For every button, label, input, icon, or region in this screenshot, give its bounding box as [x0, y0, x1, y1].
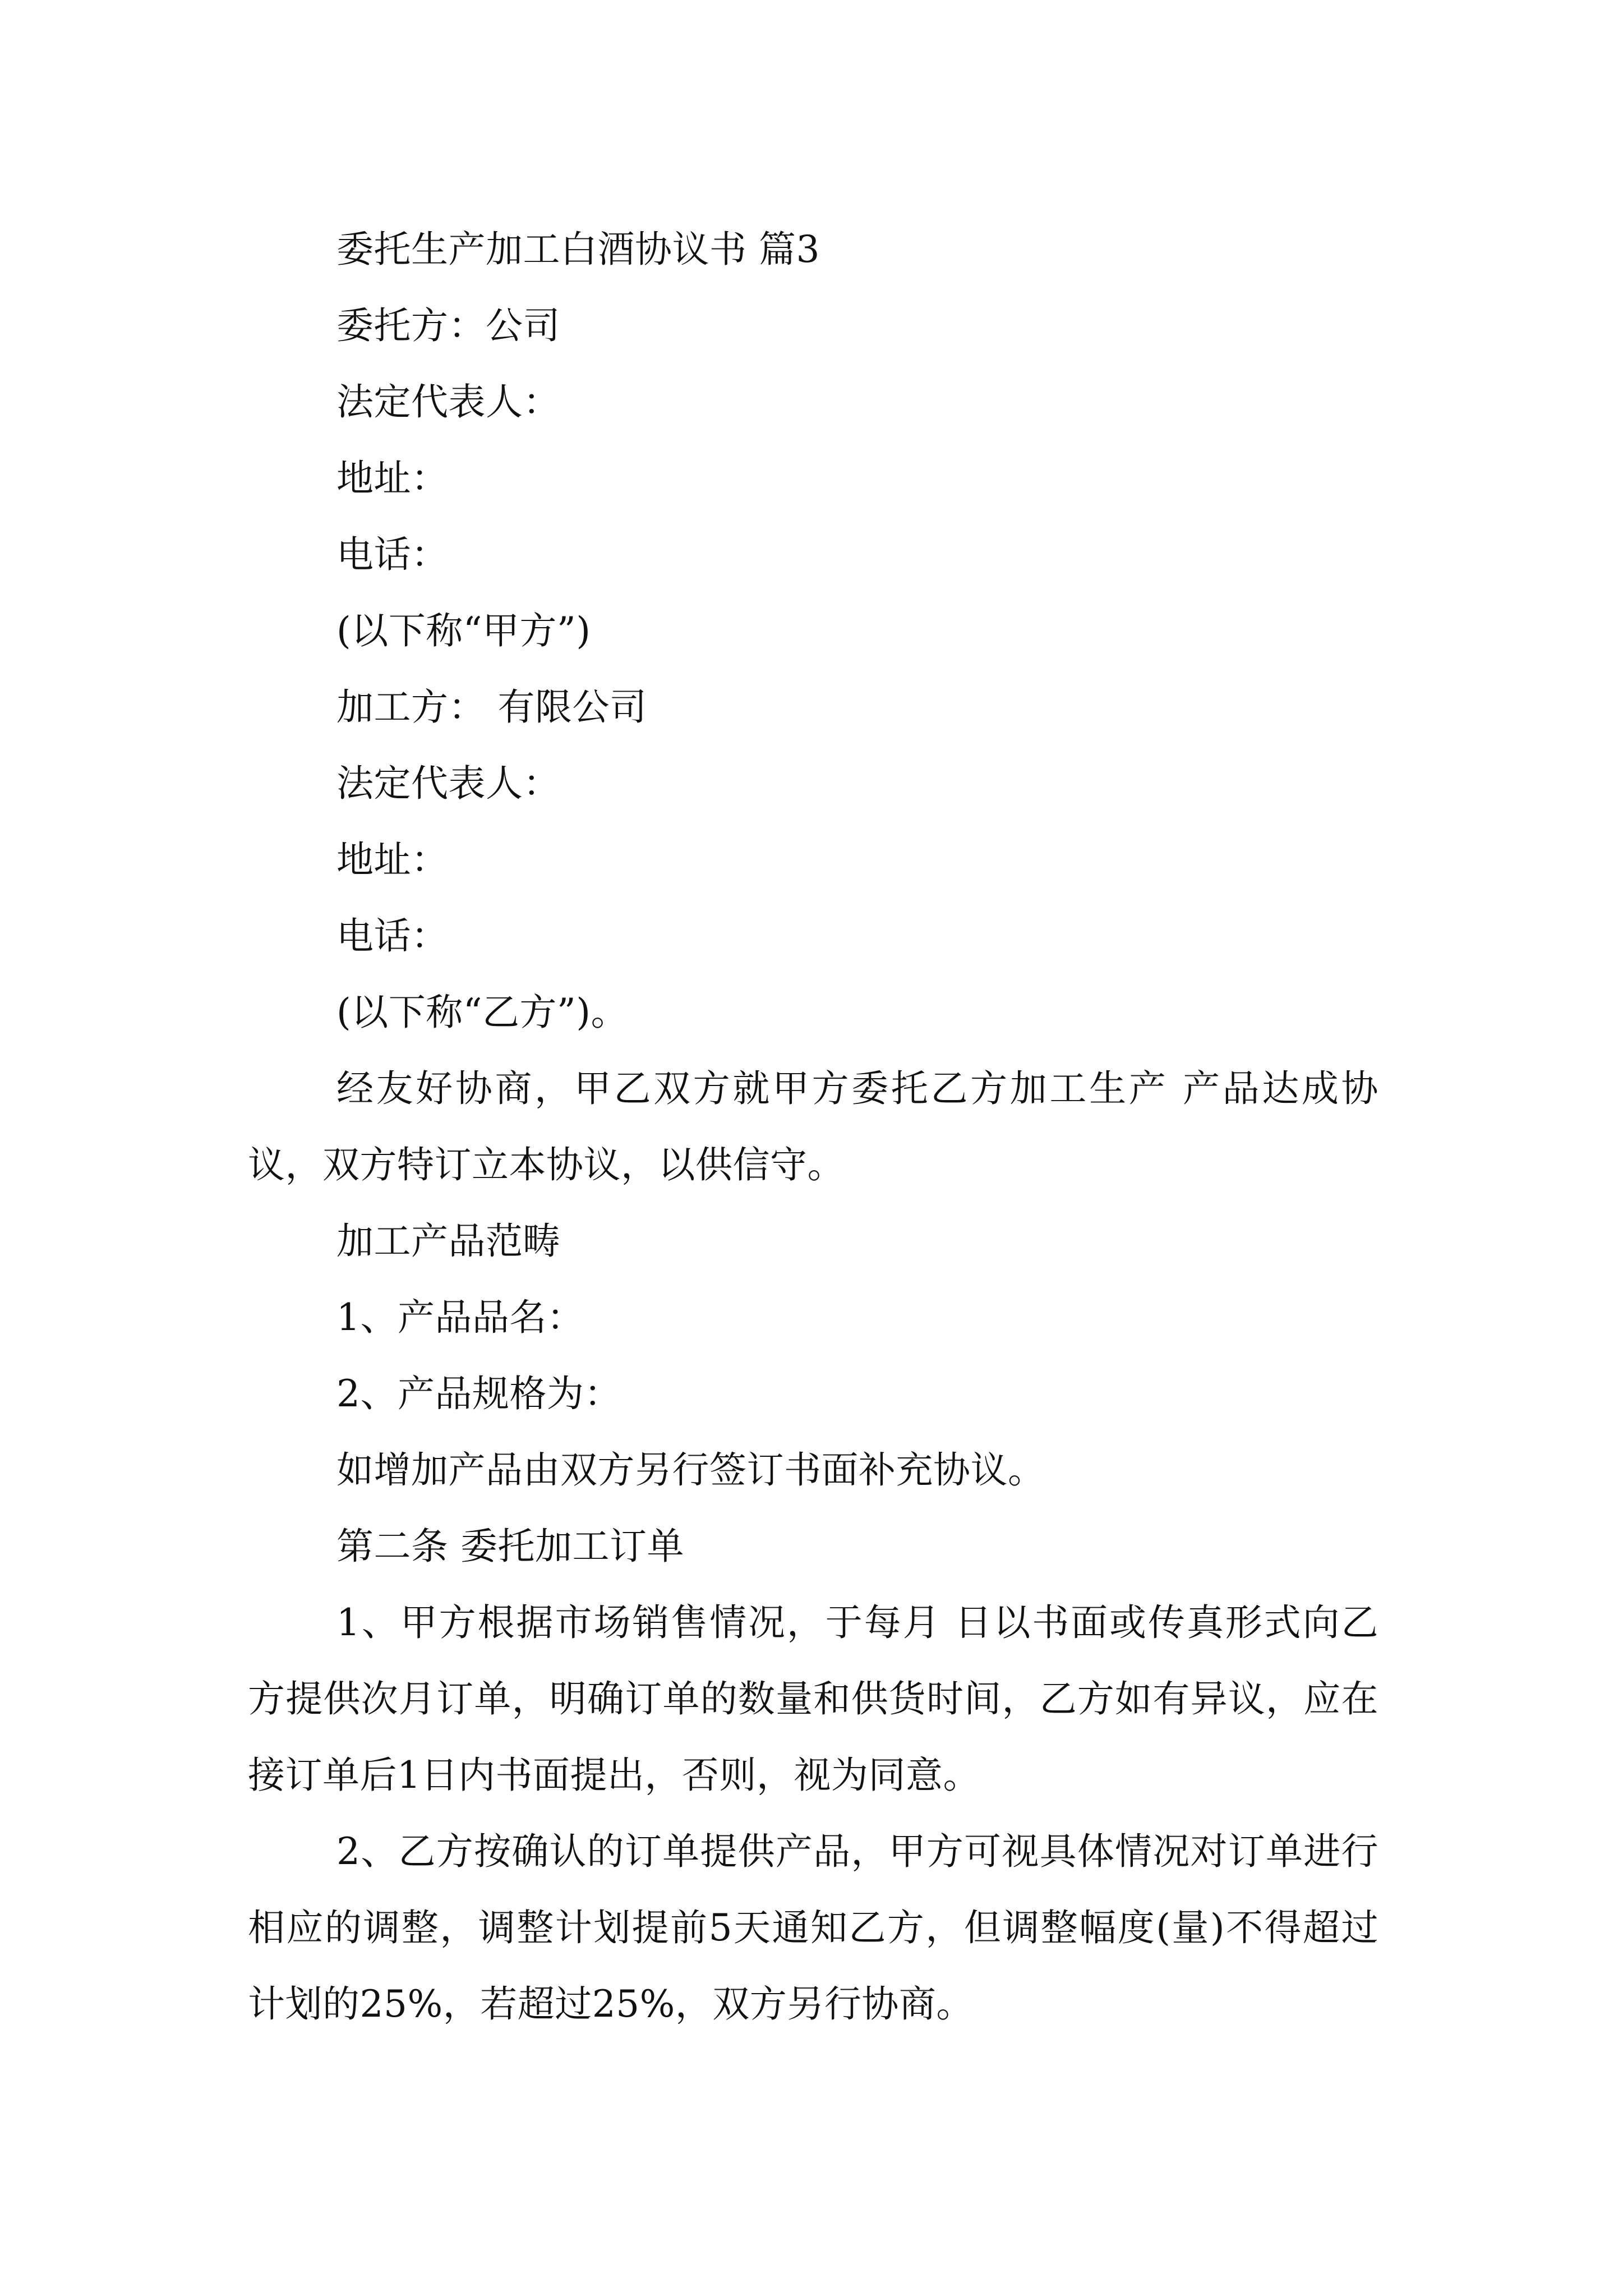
party-b-name: 加工方： 有限公司 [336, 685, 647, 729]
party-a-alias: (以下称“甲方”) [336, 609, 591, 652]
intro-paragraph: 经友好协商，甲乙双方就甲方委托乙方加工生产 产品达成协议，双方特订立本协议，以供信守。 [248, 1067, 1378, 1186]
party-b-legal-rep: 法定代表人： [336, 762, 560, 805]
party-a-phone: 电话： [336, 533, 449, 576]
section-2-paragraph-1: 1、甲方根据市场销售情况，于每月 日以书面或传真形式向乙方提供次月订单，明确订单的数量和供货时间，乙方如有异议，应在接订单后1日内书面提出，否则，视为同意。 [248, 1601, 1378, 1797]
section-1-heading: 加工产品范畴 [336, 1220, 560, 1263]
party-b-phone: 电话： [336, 914, 449, 958]
party-a-name: 委托方：公司 [336, 304, 560, 347]
party-b-address: 地址： [336, 838, 449, 881]
section-2-paragraph-2: 2、乙方按确认的订单提供产品，甲方可视具体情况对订单进行相应的调整，调整计划提前5天通知乙方，但调整幅度(量)不得超过计划的25%，若超过25%，双方另行协商。 [248, 1830, 1378, 2026]
party-b-alias: (以下称“乙方”)。 [336, 991, 628, 1034]
section-1-note: 如增加产品由双方另行签订书面补充协议。 [336, 1448, 1045, 1492]
section-2-heading: 第二条 委托加工订单 [336, 1525, 684, 1568]
document-title: 委托生产加工白酒协议书 篇3 [336, 228, 820, 271]
party-a-legal-rep: 法定代表人： [336, 380, 560, 424]
section-1-item-2: 2、产品规格为： [336, 1372, 621, 1415]
document-body [248, 211, 1378, 2042]
section-1-item-1: 1、产品品名： [336, 1296, 584, 1339]
party-a-address: 地址： [336, 457, 449, 500]
